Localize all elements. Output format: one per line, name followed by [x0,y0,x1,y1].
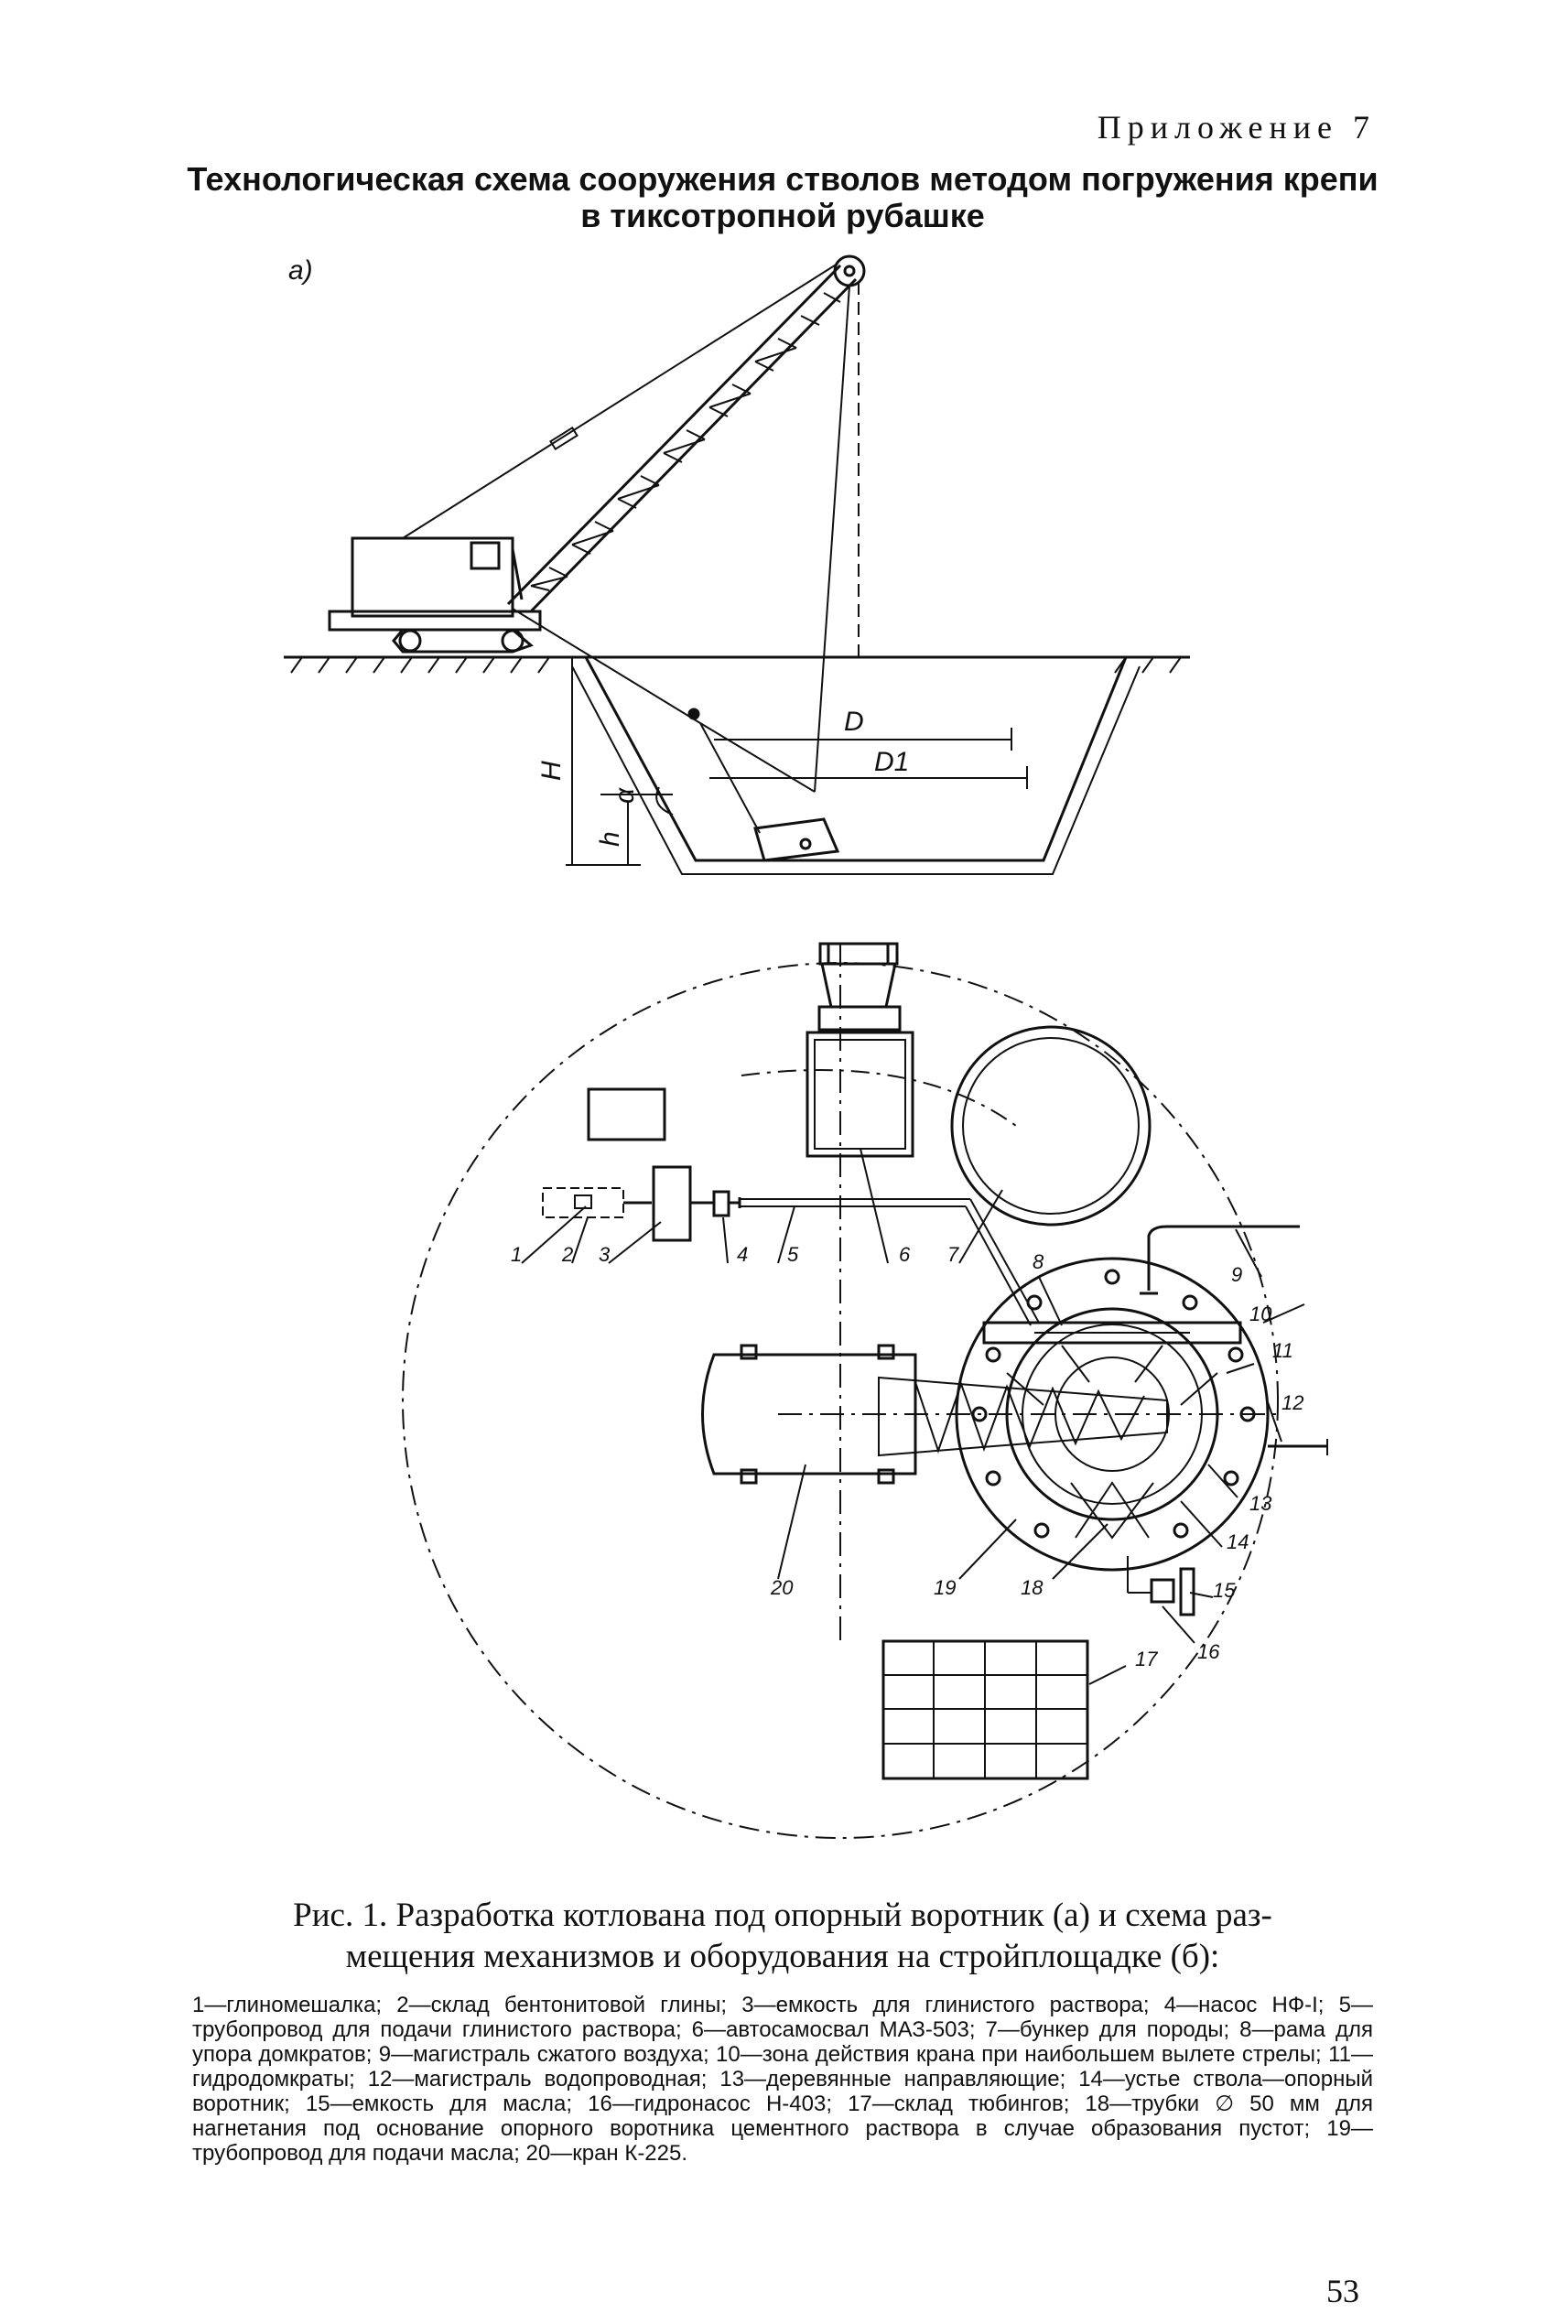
callout-16: 16 [1197,1640,1220,1663]
callout-5: 5 [787,1243,799,1266]
dim-h-label: h [595,831,625,847]
part-a-label: а) [288,255,313,286]
site-plan-diagram [403,943,1327,1838]
dim-D-label: D [844,707,864,737]
figure-legend: 1—глиномешалка; 2—склад бентонитовой глины; 3—емкость для глинистого раствора; 4—насос НФ-I; 5—трубопровод для подачи глинистого раствора; 6—автосамосвал МАЗ-503; 7—бункер для породы; 8—рама для упора домкратов; 9—магистраль сжатого воздуха; 10—зона действия крана при наибольшем вылете стрелы; 11—гидродомкраты; 12—магистраль водопроводная; 13—деревянные направляющие; 14—устье ствола—опорный воротник; 15—емкость для масла; 16—гидронасос Н-403; 17—склад тюбингов; 18—трубки ∅ 50 мм для нагнетания под основание опорного воротника цементного раствора в случае образования пустот; 19—трубопровод для подачи масла; 20—кран К-225. [192,1993,1373,2166]
caption-line-1: Рис. 1. Разработка котлована под опорный воротник (а) и схема раз- [293,1897,1272,1934]
callout-3: 3 [599,1243,611,1266]
callout-14: 14 [1227,1530,1249,1553]
callout-12: 12 [1281,1391,1304,1414]
callout-1: 1 [511,1243,523,1266]
title-line-1: Технологическая схема сооружения стволов методом погружения крепи [187,160,1379,198]
dim-D1-label: D1 [874,747,910,777]
excavator-diagram [284,256,1190,874]
callout-11: 11 [1272,1339,1293,1362]
dim-H-label: H [536,761,567,781]
callout-7: 7 [947,1243,959,1266]
title-line-2: в тиксотропной рубашке [580,197,985,234]
page-number: 53 [1326,2273,1359,2309]
dim-alpha-label: α [610,787,640,804]
callout-4: 4 [737,1243,749,1266]
callout-18: 18 [1021,1576,1044,1599]
callout-8: 8 [1033,1250,1044,1273]
callout-10: 10 [1249,1303,1272,1325]
callout-13: 13 [1249,1492,1272,1515]
callout-9: 9 [1231,1263,1243,1286]
callout-6: 6 [899,1243,911,1266]
callout-20: 20 [771,1576,794,1599]
callout-15: 15 [1213,1579,1236,1602]
appendix-label: Приложение 7 [1097,109,1376,146]
callout-19: 19 [934,1576,957,1599]
figure-labels [288,255,1303,1670]
callout-17: 17 [1135,1648,1158,1670]
figure-caption [188,1895,1378,1977]
callout-2: 2 [562,1243,574,1266]
caption-line-2: мещения механизмов и оборудования на стройплощадке (б): [345,1938,1220,1975]
